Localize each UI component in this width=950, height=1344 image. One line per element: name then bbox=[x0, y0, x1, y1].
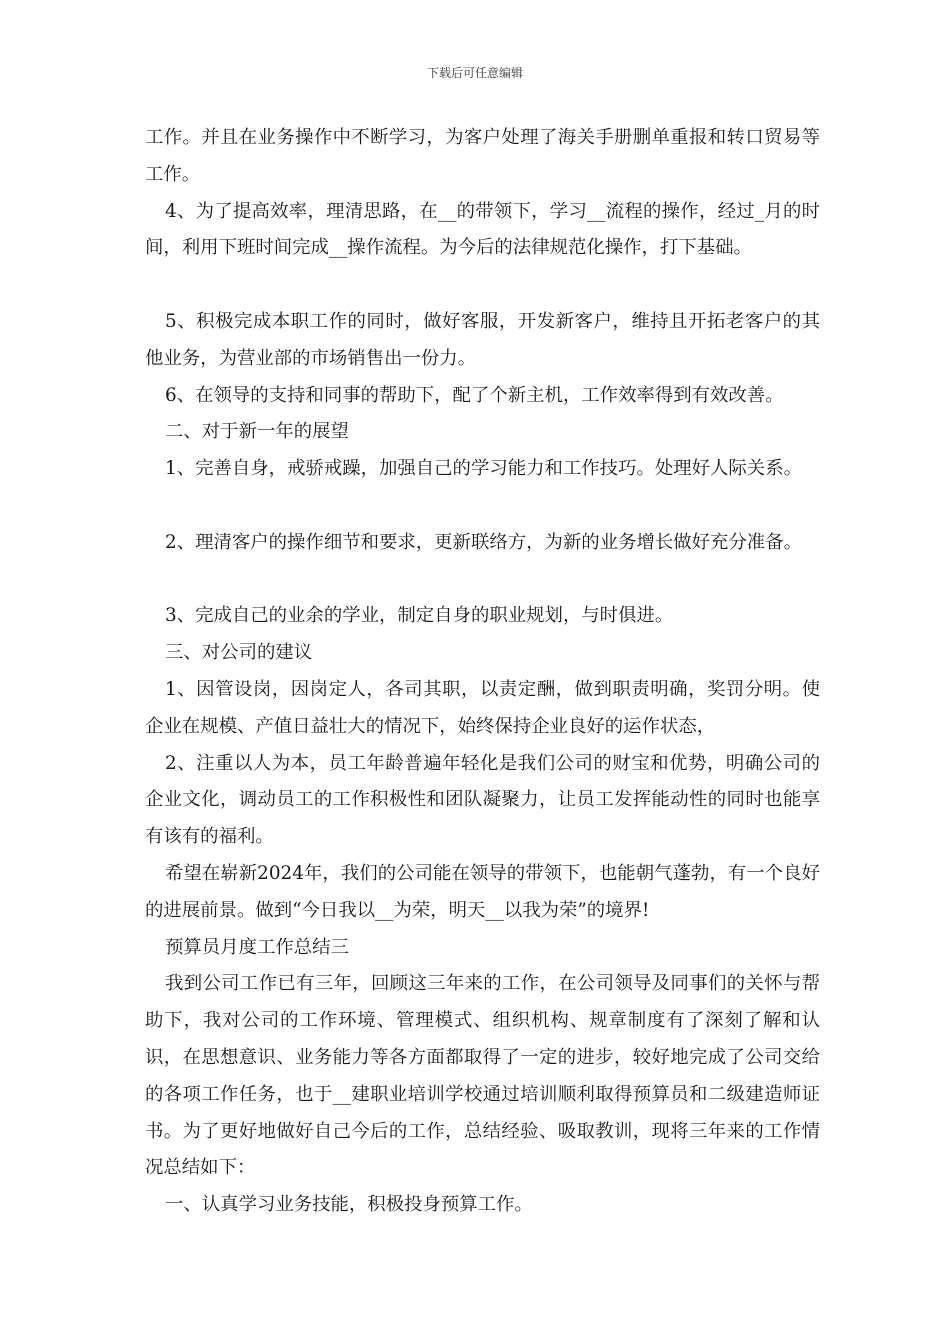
paragraph: 我到公司工作已有三年，回顾这三年来的工作，在公司领导及同事们的关怀与帮助下，我对公司的工作环境、管理模式、组织机构、规章制度有了深刻了解和认识，在思想意识、业务能力等各方面都取得了一定的进步，较好地完成了公司交给的各项工作任务，也于__建职业培训学校通过培训顺利取得预算员和二级建造师证书。为了更好地做好自己今后的工作，总结经验、吸取教训，现将三年来的工作情况总结如下： bbox=[145, 973, 820, 1179]
section-heading: 二、对于新一年的展望 bbox=[165, 421, 349, 443]
section-heading: 一、认真学习业务技能，积极投身预算工作。 bbox=[165, 1194, 533, 1216]
paragraph: 3、完成自己的业余的学业，制定自身的职业规划，与时俱进。 bbox=[165, 605, 674, 627]
section-heading: 三、对公司的建议 bbox=[165, 642, 313, 664]
paragraph: 4、为了提高效率，理清思路，在__的带领下，学习__流程的操作，经过_月的时间，利用下班时间完成__操作流程。为今后的法律规范化操作，打下基础。 bbox=[145, 200, 820, 259]
paragraph: 1、完善自身，戒骄戒躁，加强自己的学习能力和工作技巧。处理好人际关系。 bbox=[165, 458, 802, 480]
section-title: 预算员月度工作总结三 bbox=[165, 936, 349, 958]
paragraph: 6、在领导的支持和同事的帮助下，配了个新主机，工作效率得到有效改善。 bbox=[165, 384, 784, 406]
paragraph: 2、理清客户的操作细节和要求，更新联络方，为新的业务增长做好充分准备。 bbox=[165, 531, 802, 553]
paragraph: 工作。并且在业务操作中不断学习，为客户处理了海关手册删单重报和转口贸易等工作。 bbox=[145, 127, 820, 185]
paragraph: 5、积极完成本职工作的同时，做好客服，开发新客户，维持且开拓老客户的其他业务，为营业部的市场销售出一份力。 bbox=[145, 310, 820, 369]
document-body bbox=[145, 120, 820, 1224]
paragraph: 2、注重以人为本，员工年龄普遍年轻化是我们公司的财宝和优势，明确公司的企业文化，调动员工的工作积极性和团队凝聚力，让员工发挥能动性的同时也能享有该有的福利。 bbox=[145, 752, 820, 848]
paragraph: 希望在崭新2024年，我们的公司能在领导的带领下，也能朝气蓬勃，有一个良好的进展前景。做到“今日我以__为荣，明天__以我为荣”的境界! bbox=[145, 862, 820, 921]
page-header: 下载后可任意编辑 bbox=[426, 66, 523, 80]
paragraph: 1、因管设岗，因岗定人，各司其职，以责定酬，做到职责明确，奖罚分明。使企业在规模、产值日益壮大的情况下，始终保持企业良好的运作状态， bbox=[145, 678, 820, 737]
